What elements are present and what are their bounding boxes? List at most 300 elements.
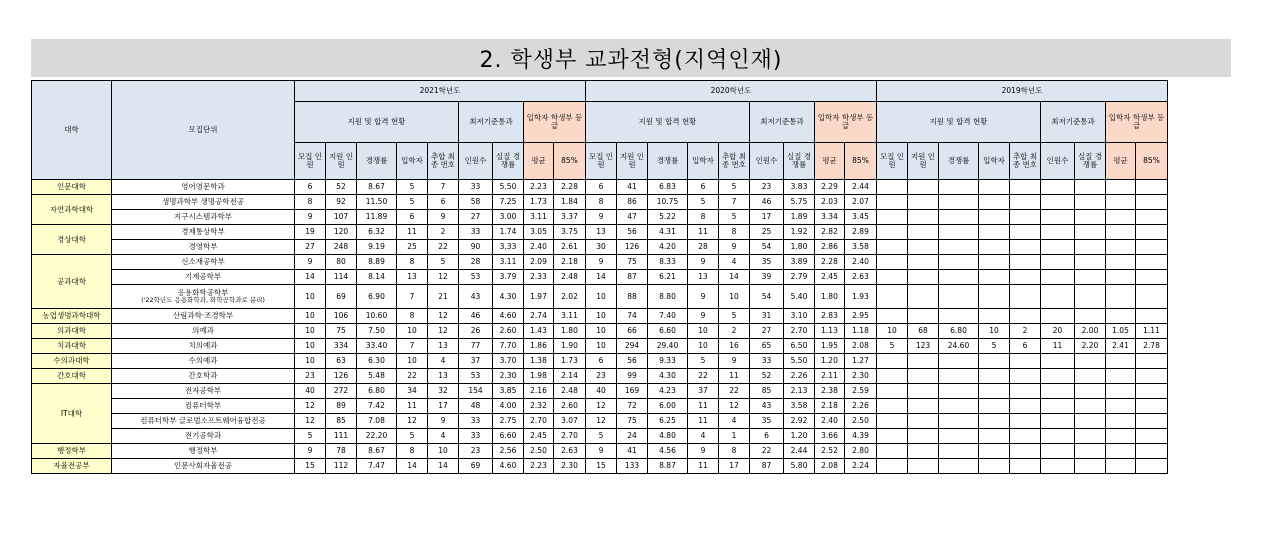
value-cell: 88 [617, 285, 648, 309]
value-cell: 8.89 [357, 255, 397, 270]
header-admit: 입학자 [688, 143, 719, 180]
value-cell: 1.73 [554, 354, 586, 369]
value-cell: 6 [397, 210, 428, 225]
value-cell [1041, 195, 1075, 210]
value-cell: 56 [617, 354, 648, 369]
value-cell: 3.34 [815, 210, 845, 225]
value-cell: 22 [688, 369, 719, 384]
value-cell: 5.48 [357, 369, 397, 384]
header-min-group: 최저기준통과 [459, 102, 524, 143]
value-cell: 2.83 [815, 309, 845, 324]
value-cell: 2.08 [815, 459, 845, 474]
value-cell [979, 429, 1010, 444]
value-cell [939, 459, 979, 474]
value-cell: 6.60 [493, 429, 524, 444]
value-cell: 11 [688, 399, 719, 414]
value-cell [877, 384, 908, 399]
value-cell: 75 [326, 324, 357, 339]
value-cell: 111 [326, 429, 357, 444]
value-cell: 6 [586, 180, 617, 195]
value-cell: 2.09 [524, 255, 554, 270]
header-real-rate: 실질 경쟁률 [1075, 143, 1106, 180]
value-cell: 11 [719, 369, 750, 384]
value-cell: 2.24 [845, 459, 877, 474]
value-cell: 99 [617, 369, 648, 384]
value-cell: 3.10 [784, 309, 815, 324]
value-cell: 2.48 [554, 270, 586, 285]
value-cell: 2.40 [524, 240, 554, 255]
value-cell: 6.80 [939, 324, 979, 339]
value-cell: 5.50 [493, 180, 524, 195]
header-waitlist: 추합 최종 번호 [719, 143, 750, 180]
value-cell: 4.60 [493, 459, 524, 474]
value-cell: 2.13 [784, 384, 815, 399]
page-title: 2. 학생부 교과전형(지역인재) [31, 39, 1231, 77]
value-cell: 17 [719, 459, 750, 474]
value-cell: 24 [617, 429, 648, 444]
value-cell: 10 [719, 285, 750, 309]
value-cell: 1.20 [784, 429, 815, 444]
value-cell [939, 210, 979, 225]
univ-cell: 간호대학 [32, 369, 112, 384]
value-cell: 3.07 [554, 414, 586, 429]
value-cell: 1.18 [845, 324, 877, 339]
value-cell: 8 [397, 444, 428, 459]
value-cell [877, 285, 908, 309]
value-cell: 17 [428, 399, 459, 414]
value-cell: 29.40 [648, 339, 688, 354]
table-row [32, 309, 1168, 324]
value-cell: 4.30 [493, 285, 524, 309]
value-cell [908, 414, 939, 429]
value-cell: 13 [586, 225, 617, 240]
value-cell: 9 [688, 255, 719, 270]
header-rate: 경쟁률 [939, 143, 979, 180]
value-cell [1136, 309, 1168, 324]
value-cell: 2.48 [554, 384, 586, 399]
value-cell: 4.31 [648, 225, 688, 240]
value-cell: 7.40 [648, 309, 688, 324]
dept-cell [112, 399, 295, 414]
value-cell: 80 [326, 255, 357, 270]
value-cell: 2.30 [845, 369, 877, 384]
dept-cell [112, 210, 295, 225]
value-cell [979, 309, 1010, 324]
value-cell: 11 [688, 414, 719, 429]
value-cell: 2.23 [524, 180, 554, 195]
value-cell: 1.80 [815, 285, 845, 309]
dept-name: 간호학과 [188, 371, 218, 381]
value-cell: 41 [617, 444, 648, 459]
value-cell: 7.08 [357, 414, 397, 429]
value-cell: 2.08 [845, 339, 877, 354]
value-cell: 2.70 [524, 414, 554, 429]
value-cell: 1.80 [554, 324, 586, 339]
value-cell [1106, 180, 1136, 195]
value-cell: 22 [719, 384, 750, 399]
value-cell: 8 [295, 195, 326, 210]
value-cell [1075, 429, 1106, 444]
value-cell: 10 [295, 285, 326, 309]
value-cell [1075, 285, 1106, 309]
value-cell [1010, 399, 1041, 414]
value-cell: 6.83 [648, 180, 688, 195]
value-cell: 7.70 [493, 339, 524, 354]
value-cell: 3.45 [845, 210, 877, 225]
value-cell: 8 [397, 309, 428, 324]
value-cell: 1.74 [493, 225, 524, 240]
value-cell: 22 [750, 444, 784, 459]
value-cell: 2.56 [493, 444, 524, 459]
value-cell: 1.90 [554, 339, 586, 354]
univ-cell: 수의과대학 [32, 354, 112, 369]
value-cell: 7.42 [357, 399, 397, 414]
value-cell: 28 [688, 240, 719, 255]
value-cell: 123 [908, 339, 939, 354]
value-cell [1136, 369, 1168, 384]
value-cell [1136, 285, 1168, 309]
value-cell: 6.32 [357, 225, 397, 240]
header-grade-group: 입학자 학생부 등급 [1106, 102, 1168, 143]
value-cell: 1.95 [815, 339, 845, 354]
value-cell [979, 270, 1010, 285]
value-cell [877, 414, 908, 429]
value-cell [908, 195, 939, 210]
value-cell: 7.25 [493, 195, 524, 210]
value-cell: 133 [617, 459, 648, 474]
value-cell: 334 [326, 339, 357, 354]
value-cell: 1.27 [845, 354, 877, 369]
header-apply-group: 지원 및 합격 현황 [586, 102, 750, 143]
value-cell: 43 [459, 285, 493, 309]
value-cell: 27 [750, 324, 784, 339]
value-cell: 17 [750, 210, 784, 225]
value-cell: 66 [617, 324, 648, 339]
header-85: 85% [1136, 143, 1168, 180]
value-cell: 1.43 [524, 324, 554, 339]
table-row [32, 414, 1168, 429]
value-cell: 2.45 [524, 429, 554, 444]
value-cell: 2.20 [1075, 339, 1106, 354]
table-row [32, 255, 1168, 270]
value-cell: 10 [295, 309, 326, 324]
table-row [32, 354, 1168, 369]
value-cell: 2.29 [815, 180, 845, 195]
value-cell [1106, 429, 1136, 444]
value-cell [877, 180, 908, 195]
value-cell [908, 255, 939, 270]
admission-table [31, 80, 1168, 474]
dept-name: 행정학부 [188, 446, 218, 456]
value-cell: 294 [617, 339, 648, 354]
dept-cell [112, 369, 295, 384]
value-cell: 2.33 [524, 270, 554, 285]
value-cell [877, 255, 908, 270]
value-cell: 12 [428, 309, 459, 324]
value-cell: 65 [750, 339, 784, 354]
univ-cell: 인문대학 [32, 180, 112, 195]
header-pass-count: 인원수 [1041, 143, 1075, 180]
dept-cell [112, 414, 295, 429]
value-cell: 4.60 [493, 309, 524, 324]
value-cell: 7.50 [357, 324, 397, 339]
dept-name: 영어영문학과 [181, 182, 225, 192]
value-cell [1136, 210, 1168, 225]
value-cell: 10 [688, 339, 719, 354]
value-cell [1136, 255, 1168, 270]
value-cell [1041, 369, 1075, 384]
value-cell [1010, 195, 1041, 210]
value-cell: 6.50 [784, 339, 815, 354]
value-cell: 2.44 [784, 444, 815, 459]
value-cell: 5.22 [648, 210, 688, 225]
value-cell: 7 [397, 339, 428, 354]
value-cell: 8 [719, 444, 750, 459]
value-cell [1041, 399, 1075, 414]
value-cell: 2.78 [1136, 339, 1168, 354]
value-cell [1075, 459, 1106, 474]
value-cell: 2.38 [815, 384, 845, 399]
value-cell [1010, 444, 1041, 459]
value-cell: 52 [326, 180, 357, 195]
dept-cell [112, 285, 295, 309]
value-cell: 11 [688, 225, 719, 240]
value-cell: 2.86 [815, 240, 845, 255]
value-cell [1041, 180, 1075, 195]
value-cell: 5 [397, 195, 428, 210]
value-cell: 12 [428, 270, 459, 285]
value-cell [979, 225, 1010, 240]
value-cell: 126 [617, 240, 648, 255]
value-cell: 9 [719, 354, 750, 369]
table-row [32, 324, 1168, 339]
value-cell: 11.50 [357, 195, 397, 210]
value-cell: 10.60 [357, 309, 397, 324]
value-cell: 169 [617, 384, 648, 399]
value-cell: 37 [459, 354, 493, 369]
value-cell [877, 309, 908, 324]
table-row [32, 429, 1168, 444]
value-cell: 2.03 [815, 195, 845, 210]
value-cell: 34 [397, 384, 428, 399]
value-cell: 52 [750, 369, 784, 384]
value-cell [939, 255, 979, 270]
value-cell [1106, 210, 1136, 225]
value-cell: 6.21 [648, 270, 688, 285]
value-cell: 2.63 [845, 270, 877, 285]
value-cell: 2.23 [524, 459, 554, 474]
value-cell: 2.82 [815, 225, 845, 240]
value-cell: 14 [719, 270, 750, 285]
value-cell [1075, 414, 1106, 429]
value-cell: 6.00 [648, 399, 688, 414]
value-cell [1010, 270, 1041, 285]
value-cell: 14 [428, 459, 459, 474]
value-cell [1010, 210, 1041, 225]
value-cell [908, 180, 939, 195]
value-cell: 9.33 [648, 354, 688, 369]
value-cell [979, 210, 1010, 225]
value-cell [1106, 459, 1136, 474]
value-cell [877, 399, 908, 414]
value-cell: 43 [750, 399, 784, 414]
dept-cell [112, 225, 295, 240]
value-cell [1041, 429, 1075, 444]
value-cell [1106, 285, 1136, 309]
value-cell [877, 444, 908, 459]
value-cell: 2.75 [493, 414, 524, 429]
value-cell: 1.92 [784, 225, 815, 240]
value-cell: 13 [428, 339, 459, 354]
header-min-group: 최저기준통과 [750, 102, 815, 143]
value-cell: 53 [459, 270, 493, 285]
value-cell [877, 369, 908, 384]
value-cell: 120 [326, 225, 357, 240]
value-cell: 26 [459, 324, 493, 339]
value-cell: 10 [397, 324, 428, 339]
value-cell [1075, 210, 1106, 225]
value-cell: 2.61 [554, 240, 586, 255]
value-cell: 10 [586, 285, 617, 309]
value-cell [877, 240, 908, 255]
value-cell: 1.11 [1136, 324, 1168, 339]
header-grade-group: 입학자 학생부 등급 [524, 102, 586, 143]
value-cell: 33 [459, 414, 493, 429]
value-cell [1106, 369, 1136, 384]
dept-cell [112, 444, 295, 459]
value-cell [908, 225, 939, 240]
value-cell: 6.25 [648, 414, 688, 429]
header-univ: 대학 [32, 81, 112, 180]
value-cell: 28 [459, 255, 493, 270]
value-cell: 13 [688, 270, 719, 285]
value-cell: 3.11 [554, 309, 586, 324]
value-cell: 10 [295, 354, 326, 369]
value-cell [1075, 255, 1106, 270]
value-cell: 10 [295, 324, 326, 339]
value-cell [1041, 309, 1075, 324]
table-row [32, 339, 1168, 354]
value-cell: 3.37 [554, 210, 586, 225]
value-cell [1136, 399, 1168, 414]
value-cell [1106, 225, 1136, 240]
value-cell: 68 [908, 324, 939, 339]
header-85: 85% [554, 143, 586, 180]
value-cell: 6 [586, 354, 617, 369]
value-cell: 2.60 [493, 324, 524, 339]
value-cell: 5 [397, 180, 428, 195]
value-cell: 11 [397, 225, 428, 240]
value-cell: 2.50 [524, 444, 554, 459]
univ-cell: 농업생명과학대학 [32, 309, 112, 324]
value-cell [1010, 384, 1041, 399]
value-cell: 3.58 [845, 240, 877, 255]
value-cell: 1.80 [784, 240, 815, 255]
value-cell [939, 414, 979, 429]
value-cell [1010, 225, 1041, 240]
value-cell: 12 [295, 414, 326, 429]
table-row [32, 285, 1168, 309]
header-apply-group: 지원 및 합격 현황 [877, 102, 1041, 143]
value-cell: 12 [397, 414, 428, 429]
value-cell [979, 384, 1010, 399]
value-cell: 2.30 [554, 459, 586, 474]
value-cell: 33 [459, 180, 493, 195]
dept-name: 지구시스템과학부 [174, 212, 232, 222]
value-cell: 8.67 [357, 444, 397, 459]
value-cell: 63 [326, 354, 357, 369]
value-cell: 1 [719, 429, 750, 444]
value-cell: 272 [326, 384, 357, 399]
value-cell: 5 [688, 195, 719, 210]
value-cell: 22.20 [357, 429, 397, 444]
value-cell: 6 [295, 180, 326, 195]
value-cell: 14 [586, 270, 617, 285]
value-cell [1106, 399, 1136, 414]
univ-cell: 행정학부 [32, 444, 112, 459]
value-cell [1041, 444, 1075, 459]
value-cell [1075, 384, 1106, 399]
value-cell [1075, 444, 1106, 459]
value-cell: 23 [586, 369, 617, 384]
value-cell: 5 [397, 429, 428, 444]
value-cell [908, 444, 939, 459]
value-cell: 8.67 [357, 180, 397, 195]
value-cell: 114 [326, 270, 357, 285]
value-cell: 10 [979, 324, 1010, 339]
value-cell [877, 210, 908, 225]
value-cell [1041, 255, 1075, 270]
value-cell: 112 [326, 459, 357, 474]
value-cell: 47 [617, 210, 648, 225]
value-cell [1010, 369, 1041, 384]
value-cell [1075, 225, 1106, 240]
value-cell: 13 [397, 270, 428, 285]
value-cell: 2.63 [554, 444, 586, 459]
dept-cell [112, 270, 295, 285]
value-cell [1075, 270, 1106, 285]
table-row [32, 270, 1168, 285]
header-waitlist: 추합 최종 번호 [428, 143, 459, 180]
value-cell: 23 [459, 444, 493, 459]
value-cell: 20 [1041, 324, 1075, 339]
value-cell [1010, 285, 1041, 309]
value-cell: 3.05 [524, 225, 554, 240]
value-cell: 75 [617, 414, 648, 429]
value-cell [939, 444, 979, 459]
value-cell: 10.75 [648, 195, 688, 210]
value-cell: 10 [877, 324, 908, 339]
header-apply-group: 지원 및 합격 현황 [295, 102, 459, 143]
value-cell [877, 354, 908, 369]
value-cell: 69 [459, 459, 493, 474]
value-cell [1106, 414, 1136, 429]
table-row [32, 180, 1168, 195]
value-cell [1041, 285, 1075, 309]
header-real-rate: 실질 경쟁률 [784, 143, 815, 180]
value-cell: 1.38 [524, 354, 554, 369]
value-cell: 2.02 [554, 285, 586, 309]
value-cell [939, 369, 979, 384]
value-cell: 2.70 [784, 324, 815, 339]
value-cell: 5.75 [784, 195, 815, 210]
value-cell: 2.41 [1106, 339, 1136, 354]
value-cell: 5.40 [784, 285, 815, 309]
value-cell [979, 414, 1010, 429]
value-cell: 2.50 [845, 414, 877, 429]
value-cell: 4 [428, 354, 459, 369]
value-cell: 1.98 [524, 369, 554, 384]
